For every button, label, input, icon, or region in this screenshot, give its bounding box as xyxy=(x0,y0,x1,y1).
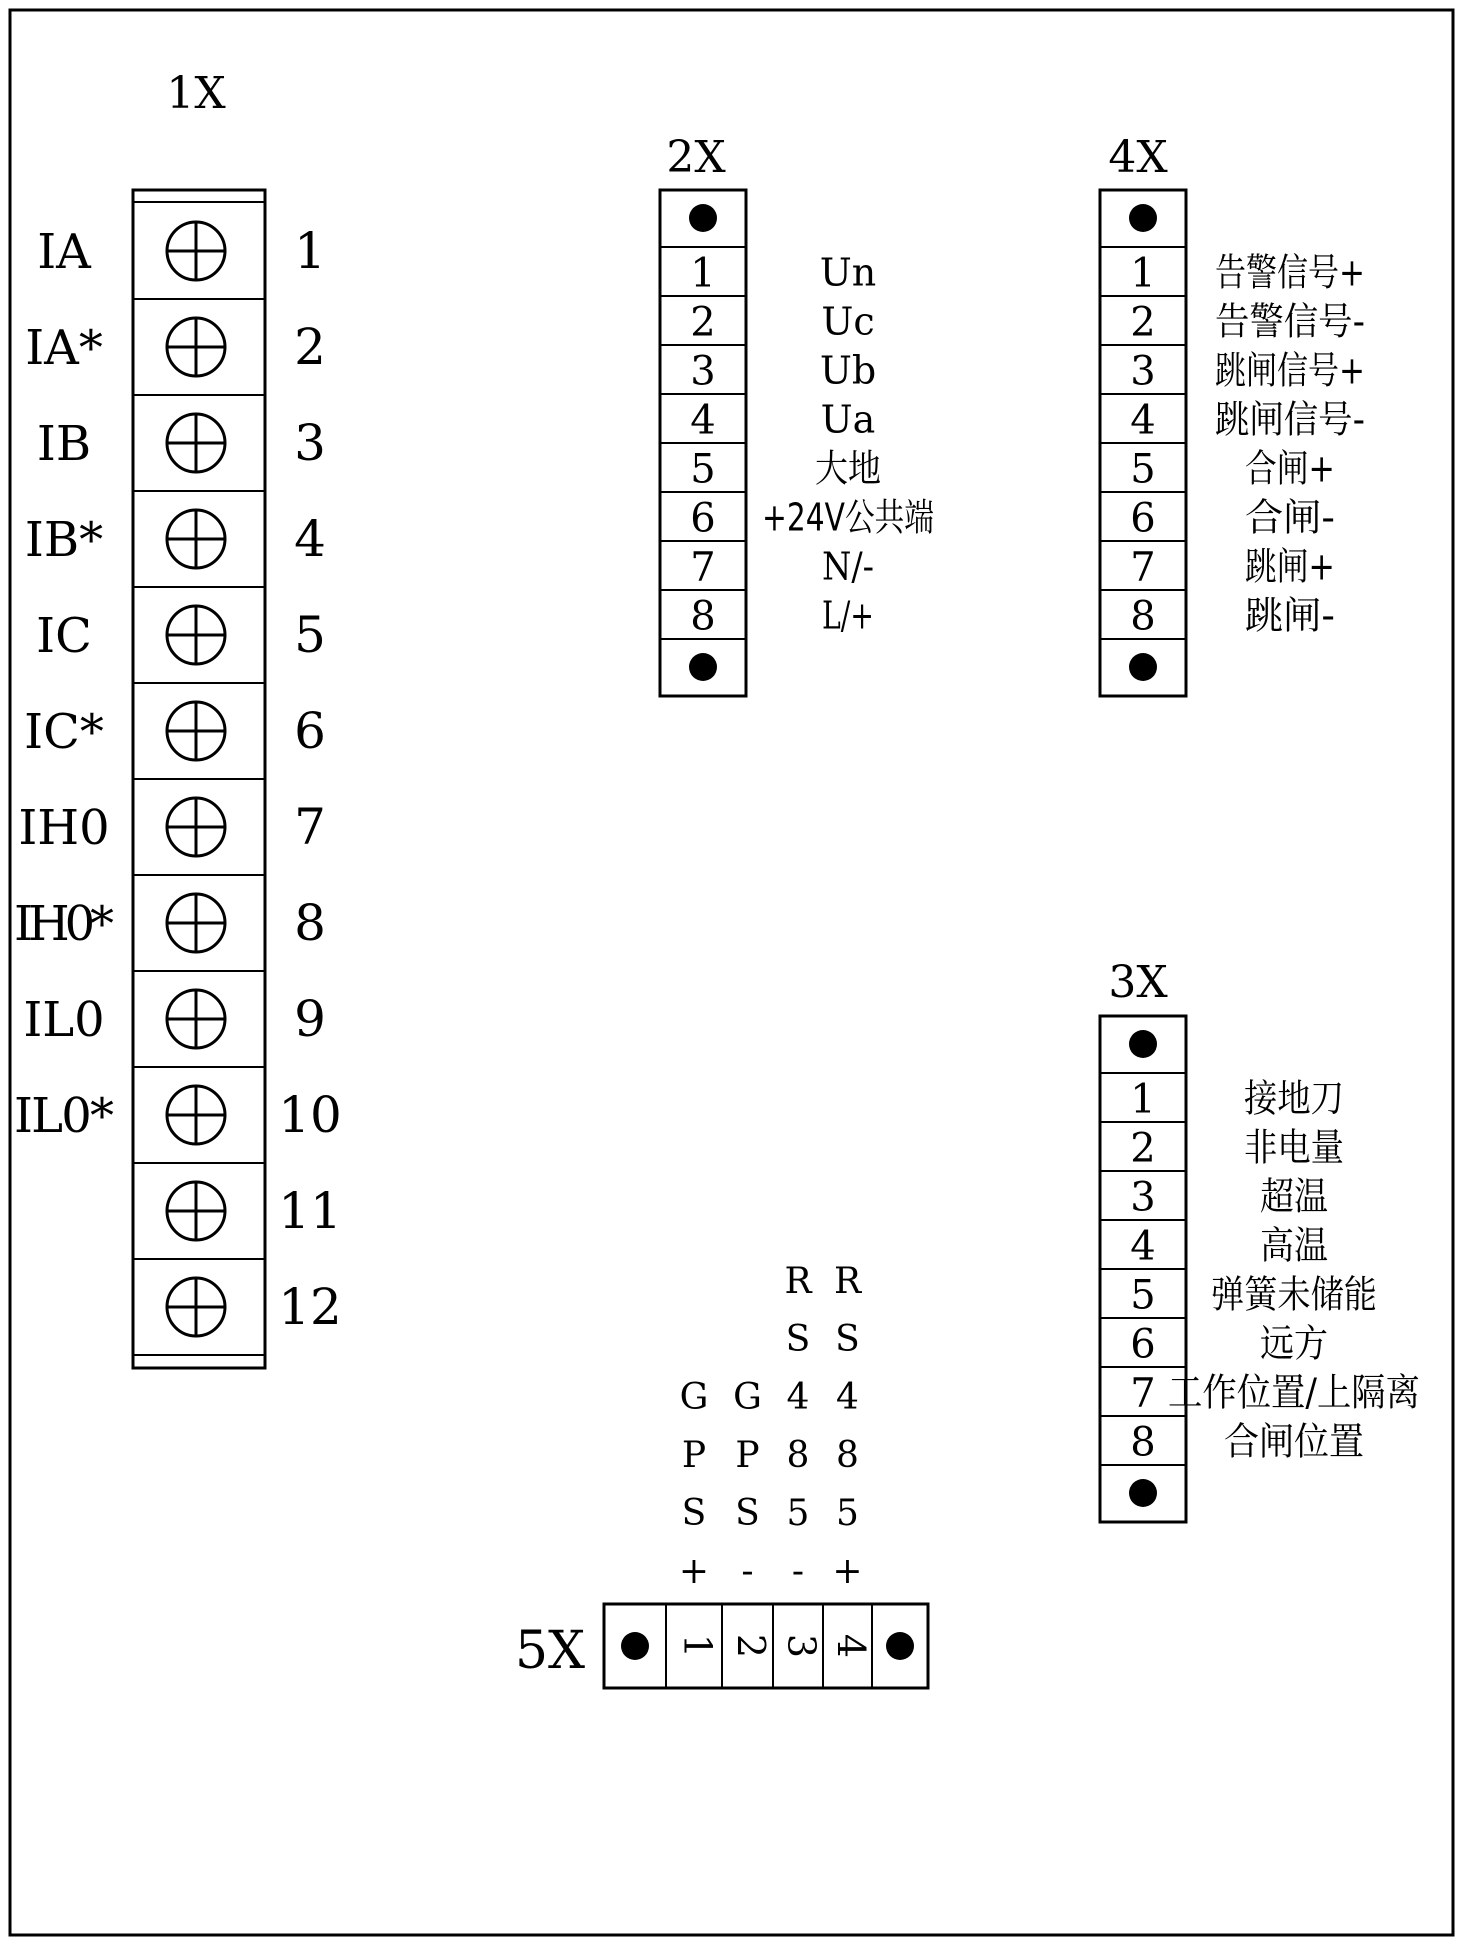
terminal-block-4x xyxy=(1100,190,1365,696)
mounting-hole-icon xyxy=(886,1632,914,1660)
block-1x-terminal-number: 5 xyxy=(294,606,326,664)
block-2x-pin-number: 2 xyxy=(690,299,716,346)
block-2x-title: 2X xyxy=(666,132,726,183)
block-1x-title: 1X xyxy=(166,68,226,119)
block-1x-terminal-number: 6 xyxy=(294,702,326,760)
block-4x-title: 4X xyxy=(1108,132,1168,183)
block-1x-terminal-number: 3 xyxy=(294,414,326,472)
screw-terminal-icon xyxy=(167,702,225,760)
block-5x-pin-label-char: S xyxy=(785,1319,811,1360)
block-1x-terminal-number: 11 xyxy=(278,1182,342,1240)
block-5x-pin-label-char: S xyxy=(835,1319,860,1360)
block-4x-pin-label: 告警信号- xyxy=(1215,299,1365,344)
screw-terminal-icon xyxy=(167,1278,225,1336)
block-1x-terminal-number: 7 xyxy=(294,798,326,856)
block-5x-pin-number: 3 xyxy=(779,1633,824,1659)
screw-terminal-icon xyxy=(167,222,225,280)
block-4x-pin-number: 2 xyxy=(1130,299,1156,346)
screw-terminal-icon xyxy=(167,318,225,376)
block-2x-pin-number: 5 xyxy=(690,446,716,493)
block-2x-pin-number: 3 xyxy=(690,348,716,395)
block-1x-signal-label: IA* xyxy=(25,320,103,376)
block-3x-pin-label: 高温 xyxy=(1260,1223,1328,1268)
block-1x-signal-label: IC* xyxy=(24,704,104,760)
block-3x-pin-number: 2 xyxy=(1130,1125,1156,1172)
block-5x-pin-label-char: - xyxy=(741,1551,754,1592)
block-5x-pin-number: 4 xyxy=(829,1633,873,1659)
block-5x-pin-label-char: R xyxy=(833,1261,862,1302)
block-1x-terminal-number: 2 xyxy=(294,318,326,376)
screw-terminal-icon xyxy=(167,894,225,952)
block-4x-pin-label: 合闸- xyxy=(1245,495,1335,540)
block-1x-signal-label: IB* xyxy=(24,512,104,568)
screw-terminal-icon xyxy=(167,414,225,472)
block-5x-pin-label-char: 8 xyxy=(786,1435,810,1476)
block-3x-pin-number: 6 xyxy=(1130,1321,1156,1368)
screw-terminal-icon xyxy=(167,990,225,1048)
block-4x-pin-number: 6 xyxy=(1130,495,1156,542)
block-2x-pin-label: Uc xyxy=(821,299,875,344)
block-5x-pin-label-char: - xyxy=(791,1551,805,1592)
block-1x-signal-label: IH0* xyxy=(14,896,114,952)
block-5x-title: 5X xyxy=(514,1621,586,1681)
block-5x-pin-label-char: 8 xyxy=(836,1435,859,1476)
block-4x-pin-label: 跳闸+ xyxy=(1245,544,1335,589)
screw-terminal-icon xyxy=(167,1086,225,1144)
mounting-hole-icon xyxy=(1129,204,1157,232)
block-5x-pin-label-char: 4 xyxy=(786,1377,810,1418)
screw-terminal-icon xyxy=(167,510,225,568)
block-4x-pin-number: 8 xyxy=(1130,593,1156,640)
block-4x-pin-number: 1 xyxy=(1130,250,1156,297)
block-5x-pin-number: 1 xyxy=(675,1633,720,1659)
block-2x-pin-number: 6 xyxy=(690,495,716,542)
terminal-block-1x xyxy=(14,190,342,1368)
block-5x-pin-label-char: S xyxy=(681,1493,707,1534)
block-5x-pin-label-char: 5 xyxy=(836,1493,859,1534)
block-4x-pin-label: 告警信号+ xyxy=(1215,250,1365,295)
mounting-hole-icon xyxy=(689,653,717,681)
block-4x-pin-number: 4 xyxy=(1130,397,1156,444)
block-3x-pin-number: 7 xyxy=(1130,1370,1156,1417)
block-5x-pin-label-char: 4 xyxy=(836,1377,859,1418)
terminal-block-2x xyxy=(660,190,934,696)
block-4x-pin-label: 跳闸信号- xyxy=(1215,397,1365,442)
screw-terminal-icon xyxy=(167,606,225,664)
block-2x-pin-label: +24V公共端 xyxy=(762,495,934,540)
block-5x-pin-label-char: 5 xyxy=(786,1493,810,1534)
mounting-hole-icon xyxy=(1129,1030,1157,1058)
block-1x-signal-label: IL0* xyxy=(14,1088,114,1144)
block-1x-terminal-number: 1 xyxy=(294,222,326,280)
block-2x-pin-number: 4 xyxy=(690,397,716,444)
block-3x-pin-number: 5 xyxy=(1130,1272,1156,1319)
block-1x-terminal-number: 10 xyxy=(278,1086,342,1144)
block-2x-pin-label: L/+ xyxy=(822,593,874,638)
block-5x-pin-label-char: + xyxy=(678,1551,710,1592)
mounting-hole-icon xyxy=(1129,1479,1157,1507)
screw-terminal-icon xyxy=(167,798,225,856)
block-2x-pin-label: Ua xyxy=(820,397,876,442)
screw-terminal-icon xyxy=(167,1182,225,1240)
block-4x-pin-number: 3 xyxy=(1130,348,1156,395)
block-3x-pin-label: 合闸位置 xyxy=(1224,1419,1364,1464)
block-5x-pin-label-char: R xyxy=(784,1261,812,1302)
terminal-block-5x xyxy=(604,1261,928,1688)
block-5x-pin-number: 2 xyxy=(729,1633,773,1659)
block-1x-signal-label: IC xyxy=(36,608,92,664)
block-1x-terminal-number: 8 xyxy=(294,894,326,952)
block-1x-terminal-number: 9 xyxy=(294,990,326,1048)
block-4x-pin-number: 5 xyxy=(1130,446,1156,493)
block-2x-pin-label: N/- xyxy=(822,544,874,589)
block-1x-terminal-number: 4 xyxy=(294,510,326,568)
block-3x-pin-number: 4 xyxy=(1130,1223,1156,1270)
block-3x-pin-label: 弹簧未储能 xyxy=(1211,1272,1377,1317)
block-5x-pin-label-char: S xyxy=(735,1493,760,1534)
block-2x-pin-label: Ub xyxy=(819,348,877,393)
block-1x-signal-label: IL0 xyxy=(23,992,105,1048)
block-4x-pin-label: 跳闸信号+ xyxy=(1215,348,1365,393)
terminal-block-3x xyxy=(1100,1016,1420,1522)
block-3x-pin-number: 3 xyxy=(1130,1174,1156,1221)
block-3x-pin-label: 工作位置/上隔离 xyxy=(1168,1370,1420,1415)
block-4x-pin-label: 合闸+ xyxy=(1245,446,1335,491)
block-3x-pin-label: 远方 xyxy=(1260,1321,1328,1366)
block-2x-pin-number: 8 xyxy=(690,593,716,640)
block-3x-pin-label: 超温 xyxy=(1260,1174,1328,1219)
block-5x-pin-label-char: P xyxy=(681,1435,707,1476)
block-5x-pin-label-char: + xyxy=(832,1551,863,1592)
block-2x-pin-number: 1 xyxy=(690,250,716,297)
block-2x-pin-label: 大地 xyxy=(815,446,881,491)
block-5x-pin-label-char: P xyxy=(735,1435,760,1476)
block-1x-signal-label: IH0 xyxy=(18,800,110,856)
mounting-hole-icon xyxy=(1129,653,1157,681)
block-3x-pin-number: 8 xyxy=(1130,1419,1156,1466)
block-3x-title: 3X xyxy=(1108,957,1168,1008)
block-1x-terminal-number: 12 xyxy=(278,1278,342,1336)
block-2x-pin-number: 7 xyxy=(690,544,716,591)
block-1x-signal-label: IA xyxy=(37,224,91,280)
block-3x-pin-number: 1 xyxy=(1130,1076,1156,1123)
block-3x-pin-label: 非电量 xyxy=(1244,1125,1344,1170)
block-4x-pin-number: 7 xyxy=(1130,544,1156,591)
mounting-hole-icon xyxy=(689,204,717,232)
mounting-hole-icon xyxy=(621,1632,649,1660)
block-3x-pin-label: 接地刀 xyxy=(1244,1076,1344,1121)
block-5x-pin-label-char: G xyxy=(733,1377,762,1418)
block-4x-pin-label: 跳闸- xyxy=(1245,593,1335,638)
block-1x-signal-label: IB xyxy=(36,416,92,472)
block-5x-pin-label-char: G xyxy=(679,1377,709,1418)
block-2x-pin-label: Un xyxy=(819,250,877,295)
